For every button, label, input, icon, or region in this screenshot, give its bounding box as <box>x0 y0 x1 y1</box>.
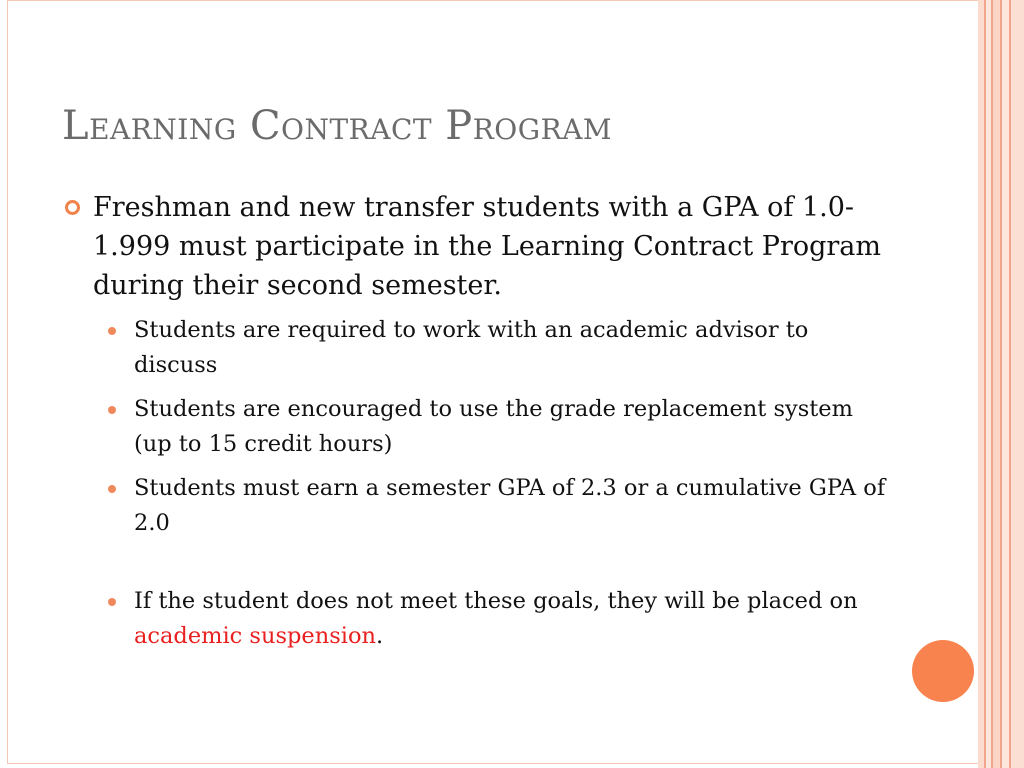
main-bullet <box>62 188 892 305</box>
dot-bullet-icon <box>108 598 116 606</box>
sub-bullet-text: Students are encouraged to use the grade replacement system (up to 15 credit hours) <box>134 396 853 457</box>
main-bullet-text: Freshman and new transfer students with a GPA of 1.0-1.999 must participate in the Learning Contract Program during their second semester. <box>93 192 882 301</box>
sub-bullet <box>134 313 892 383</box>
slide-content <box>62 188 892 654</box>
sub-bullet <box>134 471 892 541</box>
sub-bullet-text: Students are required to work with an academic advisor to discuss <box>134 317 809 378</box>
sub-bullet <box>134 392 892 462</box>
sub-bullet-final <box>134 584 892 654</box>
dot-bullet-icon <box>108 327 116 335</box>
sub-bullet-text: Students must earn a semester GPA of 2.3 or a cumulative GPA of 2.0 <box>134 475 886 536</box>
decorative-stripe <box>1011 0 1024 768</box>
final-bullet-text: If the student does not meet these goals, they will be placed on <box>134 588 858 614</box>
slide-title: Learning Contract Program <box>62 103 613 149</box>
dot-bullet-icon <box>108 485 116 493</box>
decorative-circle <box>912 640 974 702</box>
decorative-stripe <box>1002 0 1009 768</box>
academic-suspension-text: academic suspension <box>134 623 377 649</box>
final-bullet-suffix: . <box>376 623 384 649</box>
decorative-stripe <box>993 0 1000 768</box>
dot-bullet-icon <box>108 406 116 414</box>
ring-bullet-icon <box>65 200 80 215</box>
